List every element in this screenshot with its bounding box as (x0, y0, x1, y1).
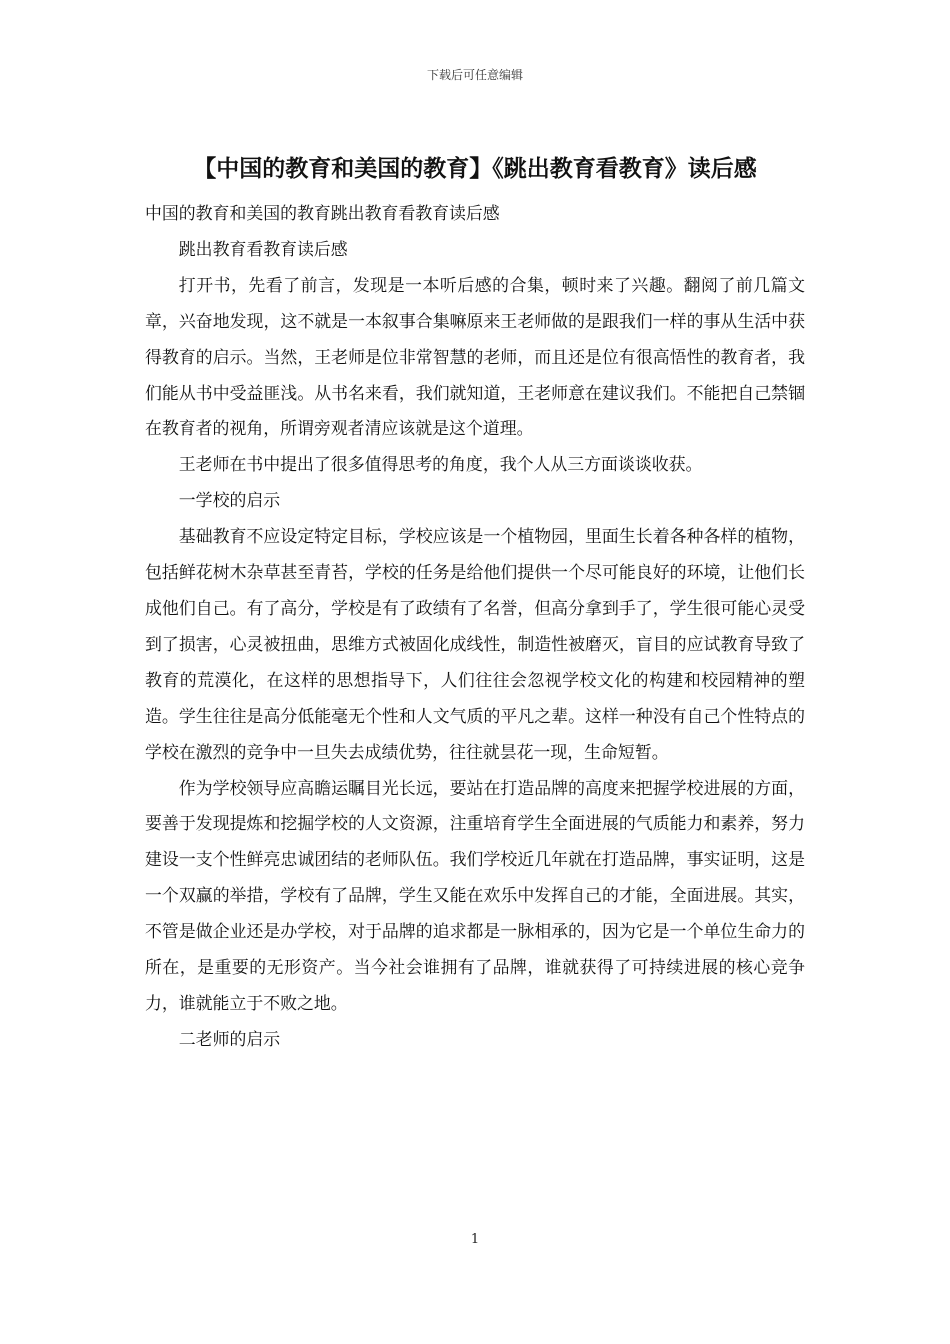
paragraph: 打开书，先看了前言，发现是一本听后感的合集，顿时来了兴趣。翻阅了前几篇文章，兴奋地发现，这不就是一本叙事合集嘛原来王老师做的是跟我们一样的事从生活中获得教育的启示。当然，王老师是位非常智慧的老师，而且还是位有很高悟性的教育者，我们能从书中受益匪浅。从书名来看，我们就知道，王老师意在建议我们。不能把自己禁锢在教育者的视角，所谓旁观者清应该就是这个道理。 (145, 274, 805, 439)
paragraph: 跳出教育看教育读后感 (178, 238, 348, 259)
section-heading: 二老师的启示 (178, 1028, 281, 1049)
document-subtitle: 中国的教育和美国的教育跳出教育看教育读后感 (145, 203, 500, 223)
paragraph: 王老师在书中提出了很多值得思考的角度，我个人从三方面谈谈收获。 (178, 454, 703, 475)
header-note: 下载后可任意编辑 (426, 68, 523, 82)
document-body (145, 196, 805, 1058)
document-title: 【中国的教育和美国的教育】《跳出教育看教育》读后感 (193, 156, 757, 182)
section-heading: 一学校的启示 (178, 490, 281, 511)
page-number: 1 (470, 1232, 480, 1247)
paragraph: 基础教育不应设定特定目标，学校应该是一个植物园，里面生长着各种各样的植物，包括鲜花树木杂草甚至青苔，学校的任务是给他们提供一个尽可能良好的环境，让他们长成他们自己。有了高分，学校是有了政绩有了名誉，但高分拿到手了，学生很可能心灵受到了损害，心灵被扭曲，思维方式被固化成线性，制造性被磨灭，盲目的应试教育导致了教育的荒漠化，在这样的思想指导下，人们往往会忽视学校文化的构建和校园精神的塑造。学生往往是高分低能毫无个性和人文气质的平凡之辈。这样一种没有自己个性特点的学校在激烈的竞争中一旦失去成绩优势，往往就昙花一现，生命短暂。 (145, 526, 805, 762)
paragraph: 作为学校领导应高瞻运瞩目光长远，要站在打造品牌的高度来把握学校进展的方面，要善于发现提炼和挖掘学校的人文资源，注重培育学生全面进展的气质能力和素养，努力建设一支个性鲜亮忠诚团结的老师队伍。我们学校近几年就在打造品牌，事实证明，这是一个双赢的举措，学校有了品牌，学生又能在欢乐中发挥自己的才能，全面进展。其实，不管是做企业还是办学校，对于品牌的追求都是一脉相承的，因为它是一个单位生命力的所在，是重要的无形资产。当今社会谁拥有了品牌，谁就获得了可持续进展的核心竞争力，谁就能立于不败之地。 (145, 777, 805, 1013)
